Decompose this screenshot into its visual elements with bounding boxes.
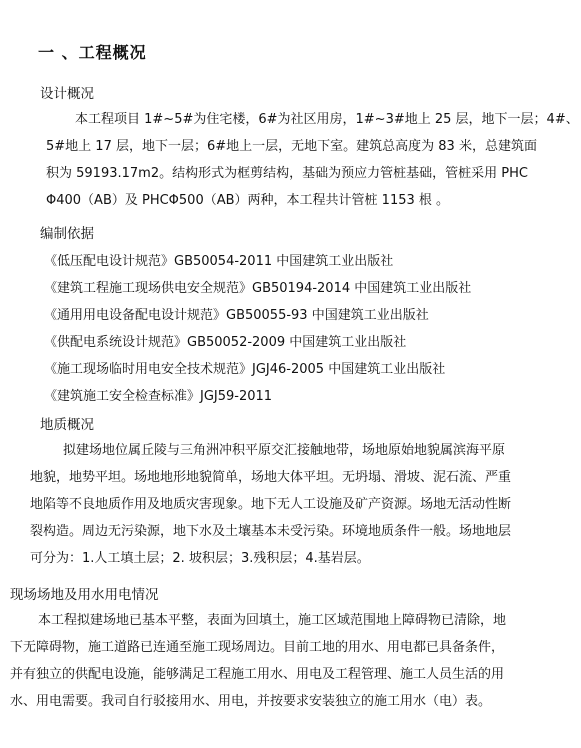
basis-item-2: 《建筑工程施工现场供电安全规范》GB50194-2014 中国建筑工业出版社 bbox=[44, 281, 472, 296]
basis-item-5: 《施工现场临时用电安全技术规范》JGJ46-2005 中国建筑工业出版社 bbox=[44, 362, 446, 377]
section-title: 一 、工程概况 bbox=[38, 43, 147, 62]
basis-heading: 编制依据 bbox=[40, 226, 94, 242]
basis-item-1: 《低压配电设计规范》GB50054-2011 中国建筑工业出版社 bbox=[44, 254, 394, 269]
basis-item-3: 《通用用电设备配电设计规范》GB50055-93 中国建筑工业出版社 bbox=[44, 308, 429, 323]
design-line-3: 积为 59193.17m2。结构形式为框剪结构，基础为预应力管桩基础，管桩采用 PHC bbox=[46, 166, 528, 181]
basis-item-4: 《供配电系统设计规范》GB50052-2009 中国建筑工业出版社 bbox=[44, 335, 407, 350]
geology-line-2: 地貌，地势平坦。场地地形地貌简单，场地大体平坦。无坍塌、滑坡、泥石流、严重 bbox=[30, 470, 512, 485]
geology-line-5: 可分为：1.人工填土层；2. 坡积层；3.残积层；4.基岩层。 bbox=[30, 551, 370, 566]
basis-item-6: 《建筑施工安全检查标准》JGJ59-2011 bbox=[44, 389, 273, 404]
design-heading: 设计概况 bbox=[40, 86, 94, 102]
site-heading: 现场场地及用水用电情况 bbox=[10, 587, 159, 603]
geology-heading: 地质概况 bbox=[40, 417, 94, 433]
design-line-2: 5#地上 17 层，地下一层；6#地上一层，无地下室。建筑总高度为 83 米，总建筑面 bbox=[46, 139, 537, 154]
site-line-1: 本工程拟建场地已基本平整，表面为回填土，施工区域范围地上障碍物已清除，地 bbox=[38, 613, 507, 628]
geology-line-4: 裂构造。周边无污染源，地下水及土壤基本未受污染。环境地质条件一般。场地地层 bbox=[30, 524, 512, 539]
design-line-1: 本工程项目 1#~5#为住宅楼，6#为社区用房，1#~3#地上 25 层，地下一层；4#、 bbox=[75, 112, 579, 127]
site-line-3: 并有独立的供配电设施，能够满足工程施工用水、用电及工程管理、施工人员生活的用 bbox=[10, 667, 505, 682]
site-line-4: 水、用电需要。我司自行驳接用水、用电，并按要求安装独立的施工用水（电）表。 bbox=[10, 694, 492, 709]
design-line-4: Φ400（AB）及 PHCΦ500（AB）两种，本工程共计管桩 1153 根 。 bbox=[46, 193, 450, 208]
geology-line-1: 拟建场地位属丘陵与三角洲冲积平原交汇接触地带，场地原始地貌属滨海平原 bbox=[63, 443, 506, 458]
site-line-2: 下无障碍物，施工道路已连通至施工现场周边。目前工地的用水、用电都已具备条件， bbox=[10, 640, 505, 655]
geology-line-3: 地陷等不良地质作用及地质灾害现象。地下无人工设施及矿产资源。场地无活动性断 bbox=[30, 497, 512, 512]
